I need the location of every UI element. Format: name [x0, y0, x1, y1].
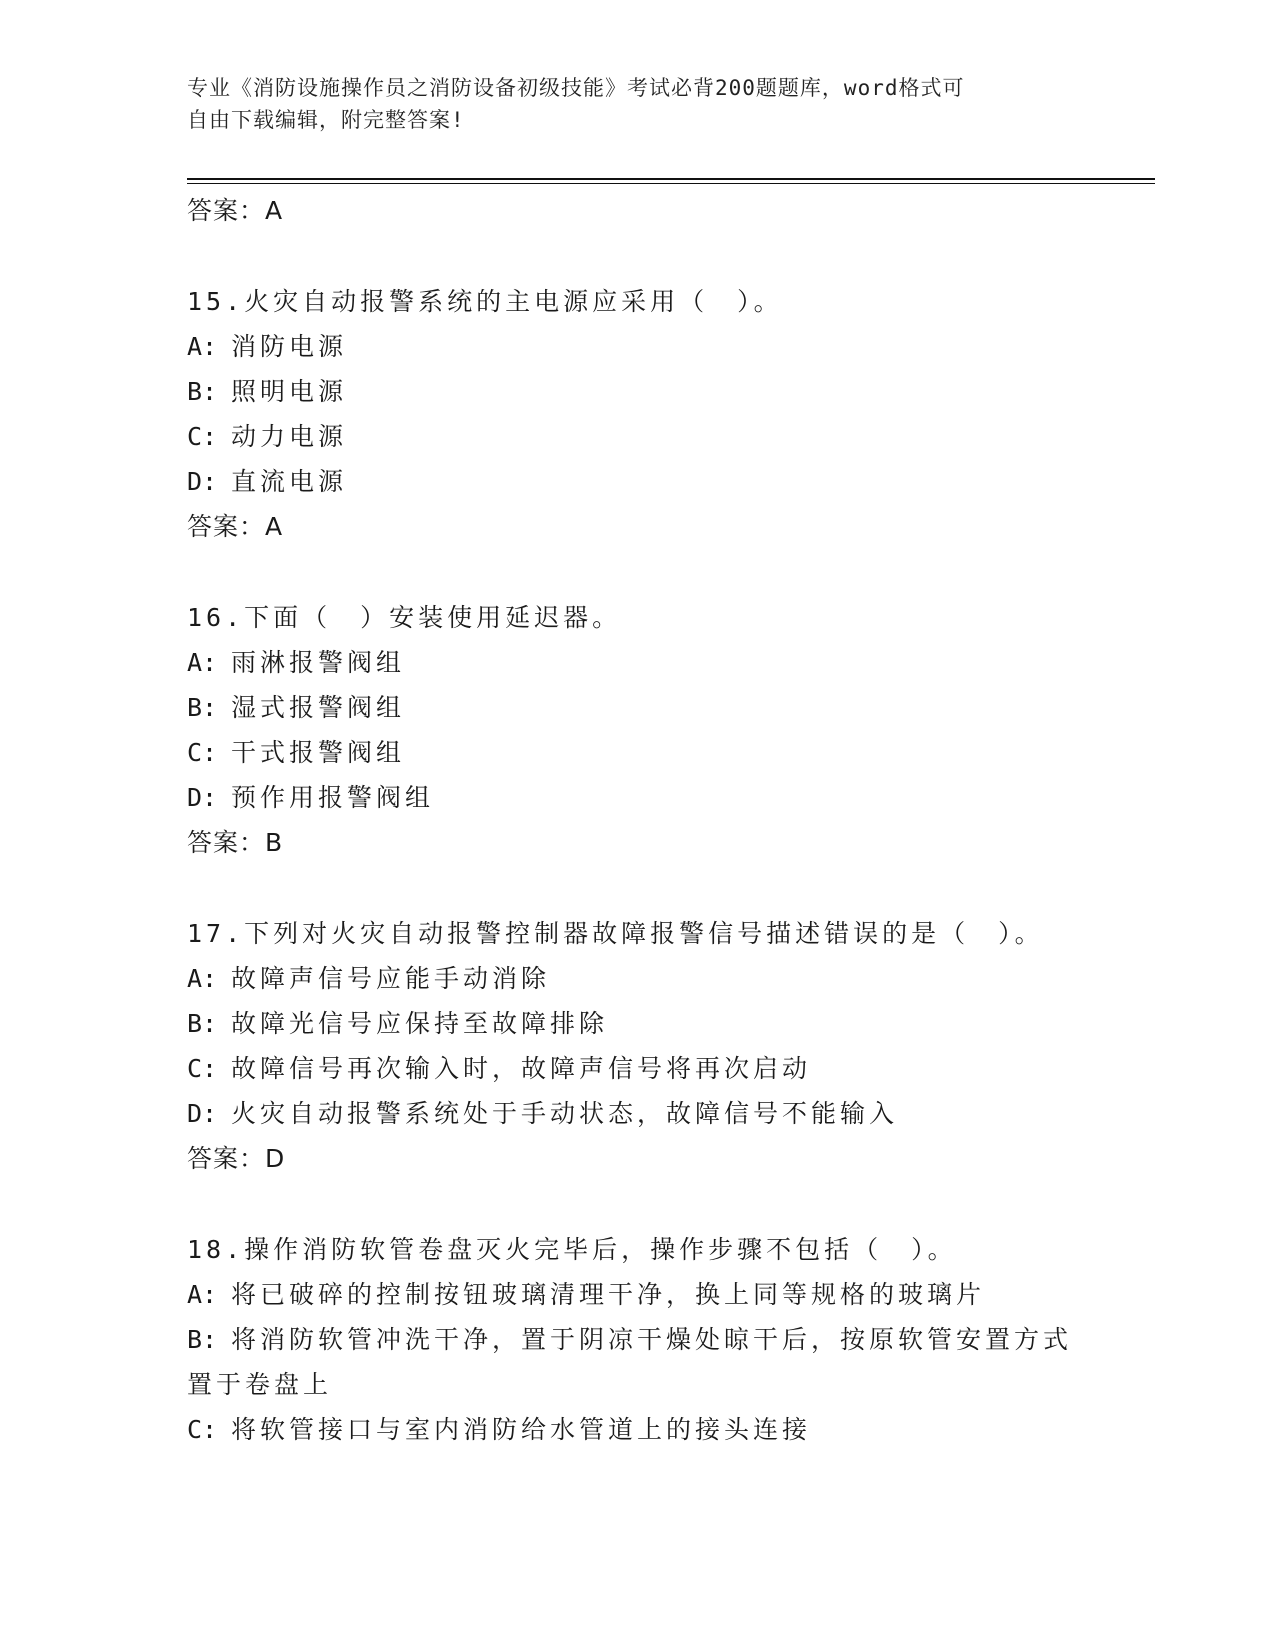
- option-text: 预作用报警阀组: [231, 783, 435, 812]
- option-a: [187, 640, 1087, 685]
- option-b: [187, 1001, 1087, 1046]
- header-divider-thin: [187, 183, 1155, 184]
- answer-line: 答案：B: [187, 828, 284, 857]
- option-text: 将已破碎的控制按钮玻璃清理干净，换上同等规格的玻璃片: [231, 1280, 986, 1309]
- option-label: D:: [187, 1099, 218, 1128]
- option-c: [187, 730, 1087, 775]
- option-label: B:: [187, 1325, 218, 1354]
- option-text: 故障信号再次输入时，故障声信号将再次启动: [231, 1054, 812, 1083]
- header-divider-thick: [187, 178, 1155, 180]
- question-stem: 15.火灾自动报警系统的主电源应采用（ ）。: [187, 287, 783, 316]
- option-d: [187, 1091, 1087, 1136]
- option-text: 将软管接口与室内消防给水管道上的接头连接: [231, 1415, 812, 1444]
- option-a: [187, 1272, 1087, 1317]
- option-c: [187, 1046, 1087, 1091]
- option-text: 雨淋报警阀组: [231, 648, 406, 677]
- option-label: A:: [187, 1280, 218, 1309]
- option-label: C:: [187, 1054, 218, 1083]
- option-b: [187, 1317, 1087, 1407]
- option-text: 动力电源: [231, 422, 348, 451]
- option-label: A:: [187, 332, 218, 361]
- option-text: 湿式报警阀组: [231, 693, 406, 722]
- option-label: B:: [187, 693, 218, 722]
- option-label: C:: [187, 1415, 218, 1444]
- option-b: [187, 685, 1087, 730]
- option-label: A:: [187, 648, 218, 677]
- option-a: [187, 324, 1087, 369]
- option-text: 故障声信号应能手动消除: [231, 964, 551, 993]
- header-line-2: 自由下载编辑，附完整答案!: [187, 108, 465, 132]
- option-text: 故障光信号应保持至故障排除: [231, 1009, 609, 1038]
- option-text: 直流电源: [231, 467, 348, 496]
- question-stem: 18.操作消防软管卷盘灭火完毕后，操作步骤不包括（ ）。: [187, 1235, 957, 1264]
- answer-line: 答案：A: [187, 512, 284, 541]
- option-label: B:: [187, 1009, 218, 1038]
- question-stem: 16.下面（ ）安装使用延迟器。: [187, 603, 622, 632]
- option-a: [187, 956, 1087, 1001]
- option-text: 消防电源: [231, 332, 348, 361]
- page-header: [187, 72, 1087, 136]
- answer-line: 答案：A: [187, 196, 284, 225]
- option-c: [187, 414, 1087, 459]
- option-d: [187, 459, 1087, 504]
- option-label: B:: [187, 377, 218, 406]
- question-17: [187, 911, 1087, 1181]
- option-d: [187, 775, 1087, 820]
- option-text: 将消防软管冲洗干净，置于阴凉干燥处晾干后，按原软管安置方式置于卷盘上: [187, 1325, 1073, 1399]
- question-16: [187, 595, 1087, 865]
- question-18: [187, 1227, 1087, 1452]
- option-label: D:: [187, 783, 218, 812]
- option-label: C:: [187, 422, 218, 451]
- option-label: C:: [187, 738, 218, 767]
- answer-line: 答案：D: [187, 1144, 286, 1173]
- option-label: A:: [187, 964, 218, 993]
- question-stem: 17.下列对火灾自动报警控制器故障报警信号描述错误的是（ ）。: [187, 919, 1044, 948]
- question-15: [187, 279, 1087, 549]
- option-text: 照明电源: [231, 377, 348, 406]
- option-text: 火灾自动报警系统处于手动状态，故障信号不能输入: [231, 1099, 899, 1128]
- header-line-1: 专业《消防设施操作员之消防设备初级技能》考试必背200题题库，word格式可: [187, 76, 965, 100]
- option-label: D:: [187, 467, 218, 496]
- document-body: [187, 188, 1087, 1452]
- option-b: [187, 369, 1087, 414]
- option-c: [187, 1407, 1087, 1452]
- option-text: 干式报警阀组: [231, 738, 406, 767]
